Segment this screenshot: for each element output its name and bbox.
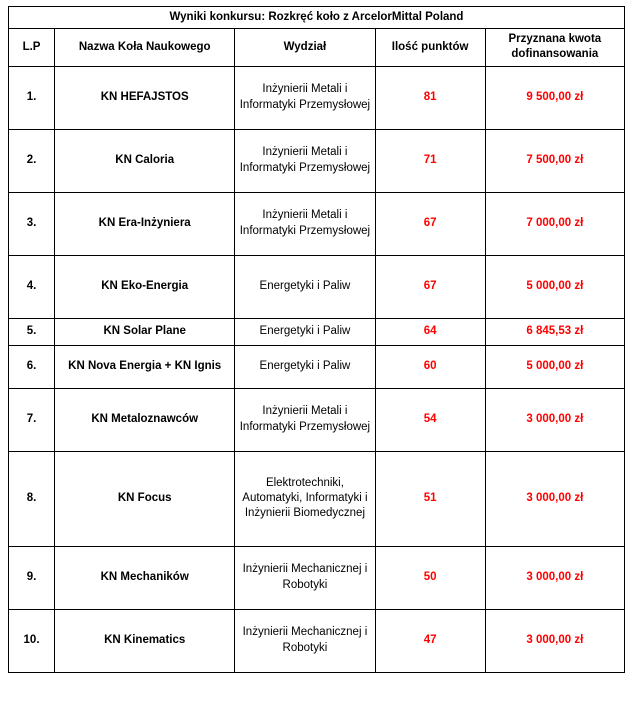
table-row xyxy=(9,318,625,345)
cell-name: KN Kinematics xyxy=(55,609,235,672)
column-header-lp: L.P xyxy=(9,29,55,66)
cell-lp: 1. xyxy=(9,66,55,129)
column-header-department: Wydział xyxy=(235,29,375,66)
cell-department: Energetyki i Paliw xyxy=(235,255,375,318)
table-row xyxy=(9,388,625,451)
cell-amount: 7 000,00 zł xyxy=(485,192,624,255)
cell-amount: 3 000,00 zł xyxy=(485,546,624,609)
cell-name: KN Focus xyxy=(55,451,235,546)
cell-lp: 9. xyxy=(9,546,55,609)
table-row xyxy=(9,451,625,546)
cell-name: KN HEFAJSTOS xyxy=(55,66,235,129)
cell-amount: 3 000,00 zł xyxy=(485,388,624,451)
cell-amount: 7 500,00 zł xyxy=(485,129,624,192)
table-row xyxy=(9,609,625,672)
document-title: Wyniki konkursu: Rozkręć koło z ArcelorMittal Poland xyxy=(9,7,625,29)
cell-name: KN Mechaników xyxy=(55,546,235,609)
cell-amount: 5 000,00 zł xyxy=(485,345,624,388)
column-header-points: Ilość punktów xyxy=(375,29,485,66)
cell-lp: 8. xyxy=(9,451,55,546)
cell-department: Energetyki i Paliw xyxy=(235,318,375,345)
cell-amount: 3 000,00 zł xyxy=(485,609,624,672)
cell-points: 81 xyxy=(375,66,485,129)
cell-department: Inżynierii Mechanicznej i Robotyki xyxy=(235,546,375,609)
cell-department: Inżynierii Metali i Informatyki Przemysłowej xyxy=(235,129,375,192)
cell-department: Elektrotechniki, Automatyki, Informatyki i Inżynierii Biomedycznej xyxy=(235,451,375,546)
cell-amount: 3 000,00 zł xyxy=(485,451,624,546)
table-row xyxy=(9,66,625,129)
cell-lp: 4. xyxy=(9,255,55,318)
cell-name: KN Metaloznawców xyxy=(55,388,235,451)
cell-points: 50 xyxy=(375,546,485,609)
cell-lp: 2. xyxy=(9,129,55,192)
cell-points: 67 xyxy=(375,192,485,255)
cell-name: KN Era-Inżyniera xyxy=(55,192,235,255)
table-row xyxy=(9,255,625,318)
cell-name: KN Eko-Energia xyxy=(55,255,235,318)
cell-points: 51 xyxy=(375,451,485,546)
results-table xyxy=(8,6,625,673)
table-title-row xyxy=(9,7,625,29)
cell-department: Inżynierii Mechanicznej i Robotyki xyxy=(235,609,375,672)
cell-lp: 6. xyxy=(9,345,55,388)
cell-points: 67 xyxy=(375,255,485,318)
cell-name: KN Solar Plane xyxy=(55,318,235,345)
table-row xyxy=(9,192,625,255)
cell-department: Inżynierii Metali i Informatyki Przemysłowej xyxy=(235,66,375,129)
table-row xyxy=(9,546,625,609)
column-header-amount: Przyznana kwota dofinansowania xyxy=(485,29,624,66)
cell-points: 60 xyxy=(375,345,485,388)
cell-department: Energetyki i Paliw xyxy=(235,345,375,388)
table-row xyxy=(9,129,625,192)
cell-amount: 6 845,53 zł xyxy=(485,318,624,345)
cell-lp: 5. xyxy=(9,318,55,345)
table-header-row xyxy=(9,29,625,66)
table-row xyxy=(9,345,625,388)
cell-name: KN Caloria xyxy=(55,129,235,192)
cell-amount: 9 500,00 zł xyxy=(485,66,624,129)
cell-points: 47 xyxy=(375,609,485,672)
cell-lp: 7. xyxy=(9,388,55,451)
column-header-name: Nazwa Koła Naukowego xyxy=(55,29,235,66)
cell-points: 71 xyxy=(375,129,485,192)
cell-name: KN Nova Energia + KN Ignis xyxy=(55,345,235,388)
cell-points: 64 xyxy=(375,318,485,345)
cell-department: Inżynierii Metali i Informatyki Przemysłowej xyxy=(235,192,375,255)
cell-amount: 5 000,00 zł xyxy=(485,255,624,318)
cell-lp: 10. xyxy=(9,609,55,672)
cell-department: Inżynierii Metali i Informatyki Przemysłowej xyxy=(235,388,375,451)
cell-lp: 3. xyxy=(9,192,55,255)
cell-points: 54 xyxy=(375,388,485,451)
